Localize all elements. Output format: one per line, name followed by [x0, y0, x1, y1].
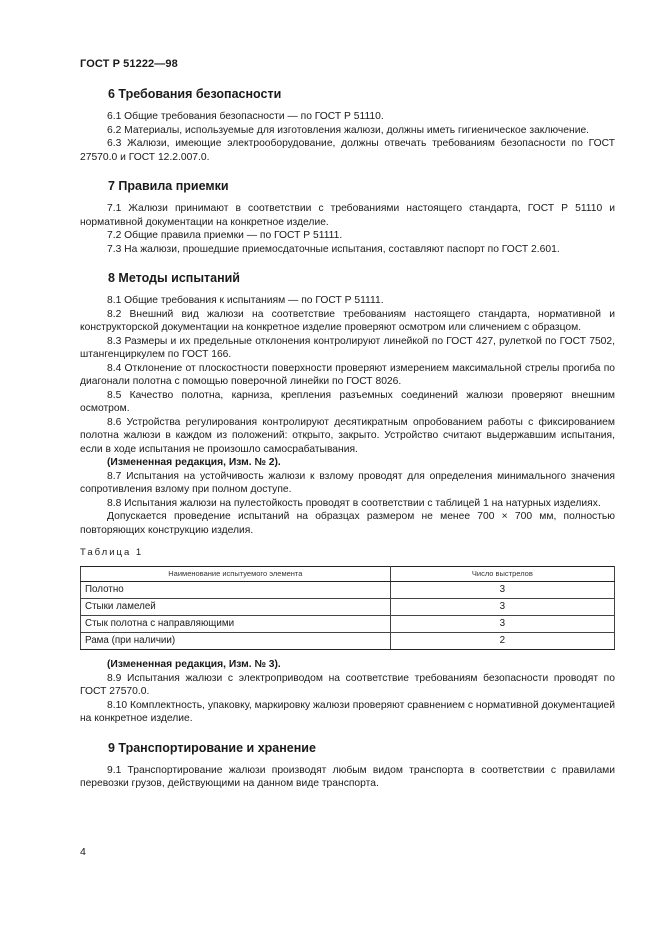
clause-8-5: 8.5 Качество полотна, карниза, крепления разъемных соединений жалюзи проверяют внешним осмотром. — [80, 389, 615, 414]
clause-9-1: 9.1 Транспортирование жалюзи производят любым видом транспорта в соответствии с правилами перевозки грузов, действующими на данном виде транспорта. — [80, 764, 615, 789]
table-cell-shots: 3 — [390, 616, 614, 633]
table-cell-shots: 3 — [390, 599, 614, 616]
clause-8-3: 8.3 Размеры и их предельные отклонения контролируют линейкой по ГОСТ 427, рулеткой по ГОСТ 7502, штангенциркулем по ГОСТ 166. — [80, 335, 615, 360]
clause-8-10: 8.10 Комплектность, упаковку, маркировку жалюзи проверяют сравнением с нормативной документацией на конкретное изделие. — [80, 699, 615, 724]
amendment-note-2: (Измененная редакция, Изм. № 2). — [107, 457, 281, 468]
table-cell-shots: 3 — [390, 582, 614, 599]
table-row — [81, 582, 615, 599]
table-cell-element: Стык полотна с направляющими — [81, 616, 391, 633]
section-8 — [80, 271, 615, 726]
after-table-block — [80, 658, 615, 726]
section-8-title: 8 Методы испытаний — [108, 271, 240, 285]
document-header: ГОСТ Р 51222—98 — [80, 58, 178, 70]
clause-6-2: 6.2 Материалы, используемые для изготовления жалюзи, должны иметь гигиеническое заключение. — [107, 124, 590, 136]
table-caption: Таблица 1 — [80, 547, 144, 558]
clause-8-1: 8.1 Общие требования к испытаниям — по ГОСТ Р 51111. — [107, 295, 384, 306]
clause-6-1: 6.1 Общие требования безопасности — по ГОСТ Р 51110. — [107, 111, 384, 122]
clause-7-2: 7.2 Общие правила приемки — по ГОСТ Р 51111. — [107, 230, 343, 241]
section-7 — [80, 179, 615, 256]
document-page — [80, 58, 615, 806]
amendment-note-3: (Измененная редакция, Изм. № 3). — [107, 659, 281, 670]
clause-8-6: 8.6 Устройства регулирования контролируют десятикратным опробованием работы с фиксированием полотна жалюзи в каждом из положений: открыто, закрыто. Устройство считают выдержавшим испытания, если в ходе испытания не произошло самосрабатывания. — [80, 416, 615, 455]
clause-8-9: 8.9 Испытания жалюзи с электроприводом на соответствие требованиям безопасности проводят по ГОСТ 27570.0. — [80, 672, 615, 697]
table-header-shots: Число выстрелов — [390, 567, 614, 582]
table-header-row — [81, 567, 615, 582]
table-row — [81, 599, 615, 616]
clause-7-3: 7.3 На жалюзи, прошедшие приемосдаточные испытания, составляют паспорт по ГОСТ 2.601. — [107, 243, 560, 255]
table-cell-element: Рама (при наличии) — [81, 633, 391, 650]
table-1 — [80, 566, 615, 650]
table-cell-element: Стыки ламелей — [81, 599, 391, 616]
section-6-title: 6 Требования безопасности — [108, 87, 282, 101]
section-9-title: 9 Транспортирование и хранение — [108, 740, 316, 755]
clause-8-4: 8.4 Отклонение от плоскостности поверхности проверяют измерением максимальной стрелы прогиба по диагонали полотна с помощью поверочной линейки по ГОСТ 8026. — [80, 362, 615, 387]
page-number: 4 — [80, 846, 86, 858]
clause-8-2: 8.2 Внешний вид жалюзи на соответствие требованиям настоящего стандарта, нормативной и конструкторской документации на конкретное изделие проверяют осмотром или сличением с образцом. — [80, 308, 615, 333]
clause-8-8-note: Допускается проведение испытаний на образцах размером не менее 700 × 700 мм, полностью повторяющих конструкцию изделия. — [80, 511, 615, 536]
table-cell-element: Полотно — [81, 582, 391, 599]
table-row — [81, 616, 615, 633]
clause-8-8: 8.8 Испытания жалюзи на пулестойкость проводят в соответствии с таблицей 1 на натурных изделиях. — [107, 497, 601, 509]
clause-7-1: 7.1 Жалюзи принимают в соответствии с требованиями настоящего стандарта, ГОСТ Р 51110 и нормативной документации на конкретное изделие. — [80, 203, 615, 228]
table-header-element: Наименование испытуемого элемента — [81, 567, 391, 582]
table-row — [81, 633, 615, 650]
table-cell-shots: 2 — [390, 633, 614, 650]
clause-6-3: 6.3 Жалюзи, имеющие электрооборудование, должны отвечать требованиям безопасности по ГОСТ 27570.0 и ГОСТ 12.2.007.0. — [80, 138, 615, 163]
section-6 — [80, 87, 615, 164]
section-9 — [80, 741, 615, 791]
clause-8-7: 8.7 Испытания на устойчивость жалюзи к взлому проводят для определения минимального значения сопротивления взлому при полном доступе. — [80, 470, 615, 495]
section-7-title: 7 Правила приемки — [108, 179, 229, 193]
